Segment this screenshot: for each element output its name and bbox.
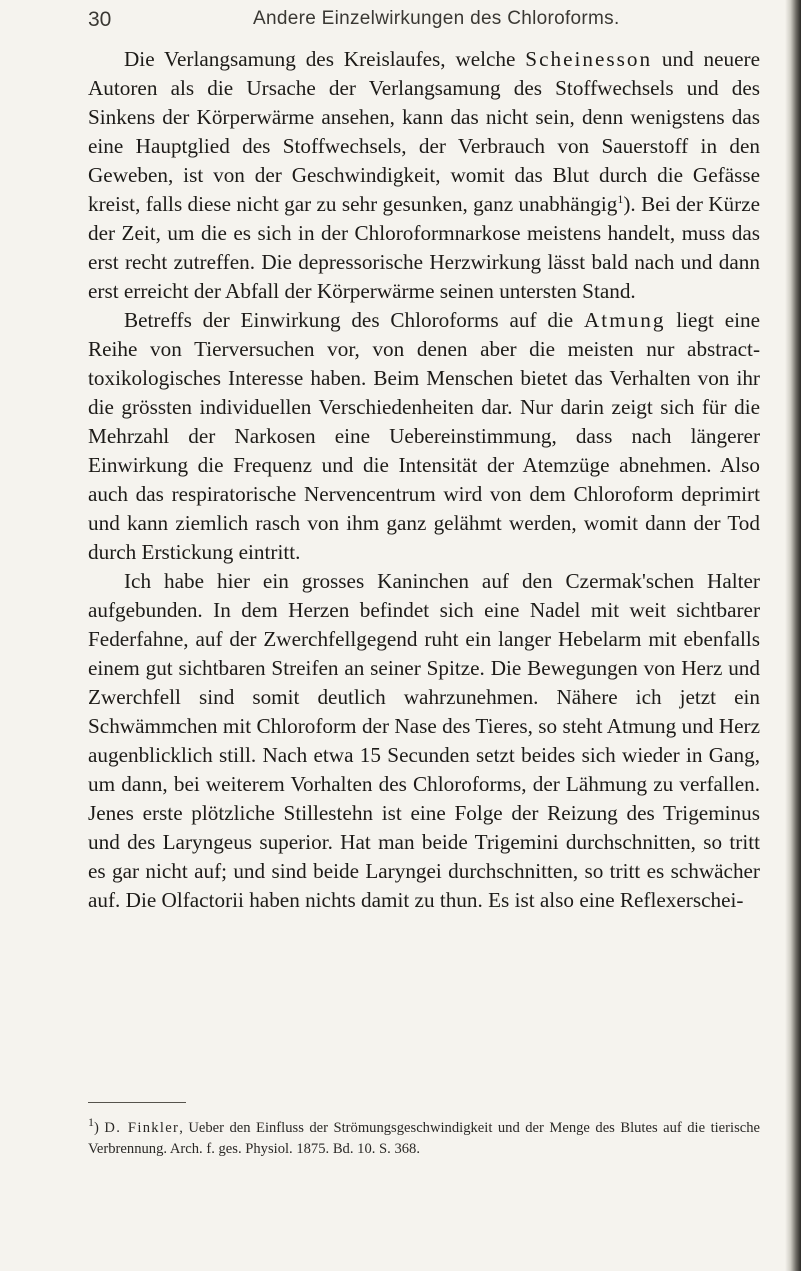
footnote-divider	[88, 1102, 186, 1103]
footnote-paren: )	[94, 1120, 105, 1136]
body-text	[88, 45, 760, 915]
page-number: 30	[88, 8, 112, 31]
paragraph-1-middle: und neuere Autoren als die Ursache der Verlangsamung des Stoffwechsels und des Sinkens der Körperwärme ansehen, kann das nicht sein, denn wenigstens das eine Hauptglied des Stoffwechsels, der Verbrauch von Sauerstoff in den Geweben, ist von der Geschwindigkeit, womit das Blut durch die Gefässe kreist, falls diese nicht gar zu sehr gesunken, ganz unabhängig	[88, 47, 760, 216]
footnote-reference: 1	[617, 191, 624, 206]
footnote	[88, 1115, 760, 1159]
paragraph-1	[88, 45, 760, 306]
author-name-scheinesson: Scheinesson	[525, 47, 653, 71]
paragraph-1-start: Die Verlangsamung des Kreislaufes, welche	[124, 47, 526, 71]
paragraph-2-end: liegt eine Reihe von Tierversuchen vor, von denen aber die meisten nur abstract-toxikologisches Interesse haben. Beim Menschen bietet das Verhalten von ihr die grössten individuellen Verschiedenheiten dar. Nur darin zeigt sich für die Mehrzahl der Narkosen eine Uebereinstimmung, dass nach längerer Einwirkung die Frequenz und die Intensität der Atemzüge abnehmen. Also auch das respiratorische Nervencentrum wird von dem Chloroform deprimirt und kann ziemlich rasch von ihm ganz gelähmt werden, womit dann der Tod durch Erstickung eintritt.	[88, 308, 760, 564]
running-header	[0, 8, 780, 38]
emphasis-atmung: Atmung	[584, 308, 666, 332]
paragraph-2-start: Betreffs der Einwirkung des Chloroforms auf die	[124, 308, 584, 332]
paragraph-3: Ich habe hier ein grosses Kaninchen auf den Czermak'schen Halter aufgebunden. In dem Herzen befindet sich eine Nadel mit weit sichtbarer Federfahne, auf der Zwerchfellgegend ruht ein langer Hebelarm mit ebenfalls einem gut sichtbaren Streifen an seiner Spitze. Die Bewegungen von Herz und Zwerchfell sind somit deutlich wahrzunehmen. Nähere ich jetzt ein Schwämmchen mit Chloroform der Nase des Tieres, so steht Atmung und Herz augenblicklich still. Nach etwa 15 Secunden setzt beides sich wieder in Gang, um dann, bei weiterem Vorhalten des Chloroforms, der Lähmung zu verfallen. Jenes erste plötzliche Stillestehn ist eine Folge der Reizung des Trigeminus und des Laryngeus superior. Hat man beide Trigemini durchschnitten, so tritt es gar nicht auf; und sind beide Laryngei durchschnitten, so tritt es schwächer auf. Die Olfactorii haben nichts damit zu thun. Es ist also eine Reflexerschei-	[88, 569, 760, 912]
footnote-author: D. Finkler	[104, 1120, 180, 1136]
paragraph-1-end: ). Bei der Kürze der Zeit, um die es sich in der Chloroformnarkose meistens handelt, muss das erst recht zutreffen. Die depressorische Herzwirkung lässt bald nach und dann erst erreicht der Abfall der Körperwärme seinen untersten Stand.	[88, 192, 760, 303]
footnote-text: , Ueber den Einfluss der Strömungsgeschwindigkeit und der Menge des Blutes auf die tierische Verbrennung. Arch. f. ges. Physiol. 1875. Bd. 10. S. 368.	[88, 1120, 760, 1157]
footnote-mark: 1	[88, 1115, 94, 1130]
page-edge-shadow	[785, 0, 801, 1271]
running-title: Andere Einzelwirkungen des Chloroforms.	[253, 8, 620, 29]
paragraph-2	[88, 306, 760, 567]
